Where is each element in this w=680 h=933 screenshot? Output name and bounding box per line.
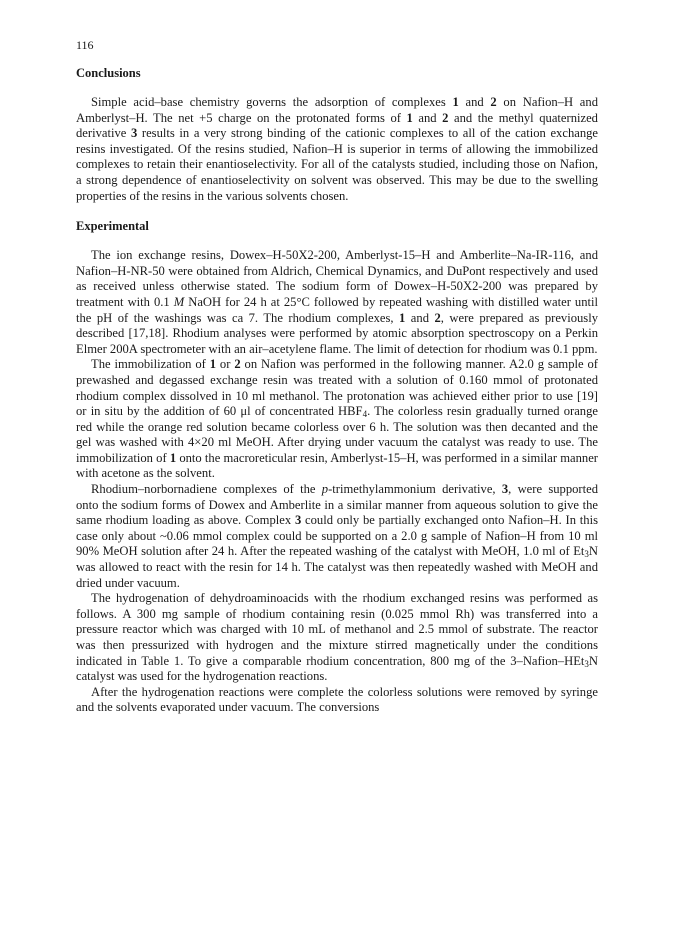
body-paragraph: After the hydrogenation reactions were complete the colorless solutions were removed by syringe and the solvents evaporated under vacuum. The conversions [76,684,598,715]
page-number: 116 [76,38,94,52]
article-body [76,66,598,731]
section-heading: Experimental [76,219,149,234]
body-paragraph: Rhodium–norbornadiene complexes of the p-trimethylammonium derivative, 3, were supported onto the sodium forms of Dowex and Amberlite in a similar manner from aqueous solution to give the same rhodium loading as above. Complex 3 could only be partially exchanged onto Nafion–H. In this case only about ~0.06 mmol complex could be supported on a 2.0 g sample of Nafion–H from 10 ml 90% MeOH solution after 24 h. After the repeated washing of the catalyst with MeOH, 1.0 ml of $Et_3N$ was allowed to react with the resin for 14 h. The catalyst was then repeatedly washed with MeOH and dried under vacuum. [76,482,598,590]
body-paragraph: The immobilization of 1 or 2 on Nafion was performed in the following manner. A2.0 g sample of prewashed and degassed exchange resin was treated with a solution of 0.160 mmol of protonated rhodium complex dissolved in 10 ml methanol. The protonation was achieved either prior to use [19] or in situ by the addition of 60 μl of concentrated $HBF_4$. The colorless resin gradually turned orange red while the orange red solution became colorless over 6 h. The solution was then decanted and the gel was washed with 4×20 ml MeOH. After drying under vacuum the catalyst was ready to use. The immobilization of 1 onto the macroreticular resin, Amberlyst-15–H, was performed in a similar manner with acetone as the solvent. [76,357,598,481]
body-paragraph: The hydrogenation of dehydroaminoacids with the rhodium exchanged resins was performed as follows. A 300 mg sample of rhodium containing resin (0.025 mmol Rh) was transferred into a pressure reactor which was charged with 10 mL of methanol and 2.5 mmol of substrate. The reactor was then pressurized with hydrogen and the mixture stirred magnetically under the conditions indicated in Table 1. To give a comparable rhodium concentration, 800 mg of the 3–Nafion–HEt$_3$N catalyst was used for the hydrogenation reactions. [76,591,598,684]
body-paragraph: The ion exchange resins, Dowex–H-50X2-200, Amberlyst-15–H and Amberlite–Na-IR-116, and Nafion–H-NR-50 were obtained from Aldrich, Chemical Dynamics, and DuPont respectively and used as received unless otherwise stated. The sodium form of Dowex–H-50X2-200 was prepared by treatment with 0.1 M NaOH for 24 h at 25°C followed by repeated washing with distilled water until the pH of the washings was ca 7. The rhodium complexes, 1 and 2, were prepared as previously described [17,18]. Rhodium analyses were performed by atomic absorption spectroscopy on a Perkin Elmer 200A spectrometer with an air–acetylene flame. The limit of detection for rhodium was 0.1 ppm. [76,248,598,356]
body-paragraph: Simple acid–base chemistry governs the adsorption of complexes 1 and 2 on Nafion–H and Amberlyst–H. The net +5 charge on the protonated forms of 1 and 2 and the methyl quaternized derivative 3 results in a very strong binding of the cationic complexes to all of the cation exchange resins investigated. Of the resins studied, Nafion–H is superior in terms of allowing the immobilized complexes to retain their enantioselectivity. For all of the catalysts studied, including those on Nafion, a strong dependence of enantioselectivity on solvent was observed. This may be due to the swelling properties of the resins in the various solvents chosen. [76,95,599,203]
section-heading: Conclusions [76,66,141,80]
